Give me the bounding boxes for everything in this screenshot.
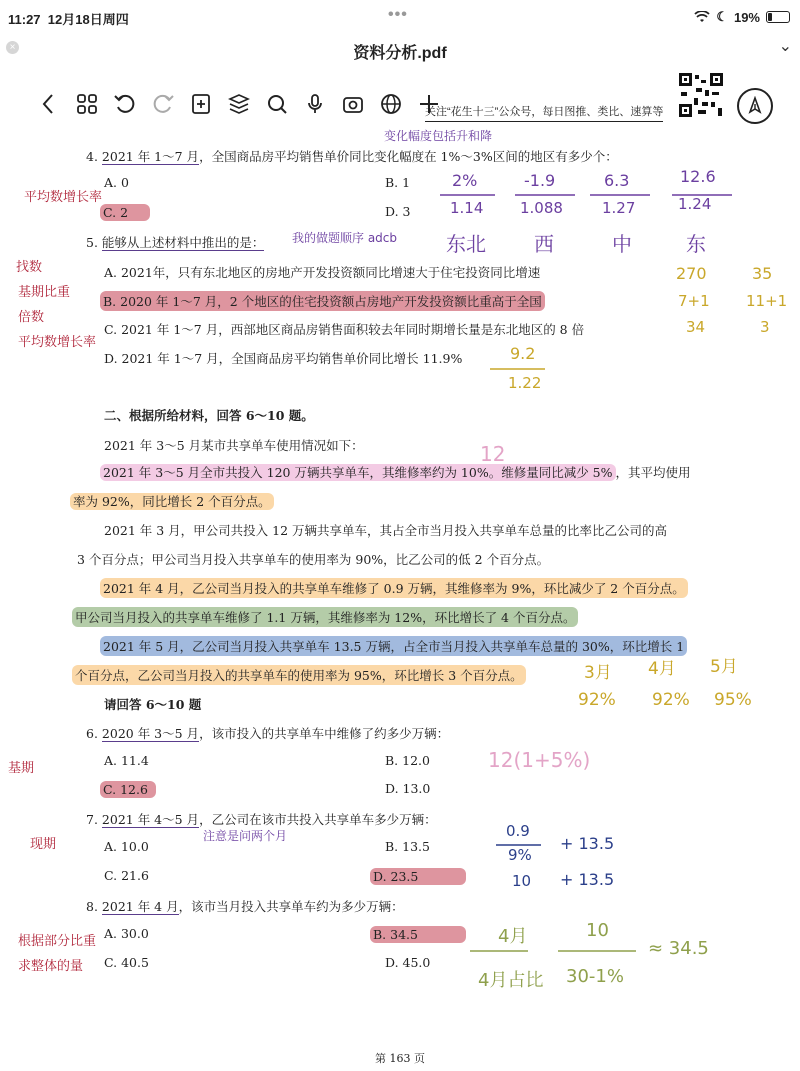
frac-2-den: 1.088 <box>520 199 563 217</box>
region-northeast: 东北 <box>446 232 486 256</box>
note-twelve: 12 <box>480 442 506 466</box>
q8-option-c[interactable]: C. 40.5 <box>104 955 149 970</box>
paragraph-3-line-1: 2021 年 4 月，乙公司当月投入的共享单车维修了 0.9 万辆，其维修率为 9%，环比减少了 2 个百分点。 <box>100 578 688 598</box>
q7-calc-line <box>496 842 546 848</box>
paragraph-3-line-2: 甲公司当月投入的共享单车维修了 1.1 万辆，其维修率为 12%，环比增长了 4 个百分点。 <box>72 607 578 627</box>
note-partial-ratio: 根据部分比重 <box>18 934 97 949</box>
q8-calc-num: 10 <box>586 920 609 941</box>
q5-frac-b-den: 11+1 <box>746 292 788 310</box>
paragraph-1-line-1: 2021 年 3～5 月全市共投入 120 万辆共享单车，其维修率约为 10%。维修量同比减少 5% ，其平均使用 <box>100 463 691 481</box>
q5-frac-line <box>490 366 550 372</box>
q6-option-a[interactable]: A. 11.4 <box>104 753 149 768</box>
note-april-rate: 92% <box>652 690 690 710</box>
q8-calc-line <box>470 948 640 954</box>
section-heading: 二、根据所给材料，回答 6～10 题。 <box>104 408 314 423</box>
note-april: 4月 <box>648 659 676 679</box>
close-icon[interactable]: × <box>6 41 19 54</box>
q5-frac-a-result: 34 <box>686 318 706 336</box>
note-find-number: 找数 <box>16 260 43 275</box>
q8-option-d[interactable]: D. 45.0 <box>385 955 431 970</box>
q7-calc-num: 0.9 <box>506 822 530 840</box>
q7-option-d[interactable]: D. 23.5 <box>370 868 466 885</box>
question-8: 8. 2021 年 4 月，该市当月投入共享单车约为多少万辆： <box>86 899 404 914</box>
paragraph-2-line-1: 2021 年 3 月，甲公司共投入 12 万辆共享单车，其占全市当月投入共享单车总量的比率比乙公司的高 <box>104 523 668 538</box>
note-range-includes: 变化幅度包括升和降 <box>384 129 493 143</box>
region-central: 中 <box>612 232 632 256</box>
q5-frac-a-den: 7+1 <box>678 292 710 310</box>
note-base-ratio: 基期比重 <box>18 285 71 300</box>
paragraph-4-line-1: 2021 年 5 月，乙公司当月投入共享单车 13.5 万辆，占全市当月投入共享单车总量的 30%，环比增长 1 <box>100 636 687 656</box>
frac-1-num: 2% <box>452 171 478 190</box>
q4-option-a[interactable]: A. 0 <box>104 175 129 190</box>
material-intro: 2021 年 3～5 月某市共享单车使用情况如下： <box>104 438 364 453</box>
multitask-dots[interactable]: ••• <box>388 6 408 23</box>
q7-option-c[interactable]: C. 21.6 <box>104 868 149 883</box>
q8-calc-result: ≈ 34.5 <box>648 938 709 959</box>
note-multiple: 倍数 <box>18 310 45 325</box>
note-avg-growth-2: 平均数增长率 <box>18 335 97 350</box>
q7-calc-plus-1: + 13.5 <box>560 834 615 853</box>
q5-frac-a-num: 270 <box>676 264 707 283</box>
q4-option-d[interactable]: D. 3 <box>385 204 411 219</box>
note-march: 3月 <box>584 663 612 683</box>
status-time: 11:27 12月18日周四 <box>8 12 129 27</box>
q8-option-b[interactable]: B. 34.5 <box>370 926 466 943</box>
question-4: 4. 2021 年 1～7 月，全国商品房平均销售单价同比变化幅度在 1%～3%区间的地区有多少个： <box>86 149 618 164</box>
frac-4-den: 1.24 <box>678 195 712 213</box>
q7-calc-result: 10 <box>512 872 532 890</box>
promo-banner: 关注“花生十三”公众号，每日图推、类比、速算等 <box>425 103 663 122</box>
document-title: 资料分析.pdf <box>353 45 447 62</box>
q5-frac-c-den: 1.22 <box>508 374 542 392</box>
q7-calc-plus-2: + 13.5 <box>560 870 615 889</box>
note-two-months: 注意是问两个月 <box>203 829 288 843</box>
note-march-rate: 92% <box>578 690 616 710</box>
frac-2-num: -1.9 <box>524 171 556 190</box>
q4-option-b[interactable]: B. 1 <box>385 175 411 190</box>
q5-option-a[interactable]: A. 2021年，只有东北地区的房地产开发投资额同比增速大于住宅投资同比增速 <box>104 265 541 280</box>
question-6: 6. 2020 年 3～5 月，该市投入的共享单车中维修了约多少万辆： <box>86 726 450 741</box>
q8-calc-april-share: 4月占比 <box>478 970 544 991</box>
frac-lines <box>440 192 740 198</box>
paragraph-4-line-2: 个百分点，乙公司当月投入的共享单车的使用率为 95%，环比增长 3 个百分点。 <box>72 665 526 685</box>
q4-option-c[interactable]: C. 2 <box>100 204 150 221</box>
q5-option-b[interactable]: B. 2020 年 1～7 月，2 个地区的住宅投资额占房地产开发投资额比重高于全国 <box>100 291 545 311</box>
q7-calc-den: 9% <box>508 846 532 864</box>
note-current-period: 现期 <box>30 837 57 852</box>
note-total-amount: 求整体的量 <box>18 959 84 974</box>
page-number: 第 163 页 <box>375 1052 425 1065</box>
answer-prompt: 请回答 6～10 题 <box>104 697 202 712</box>
note-avg-growth: 平均数增长率 <box>24 190 103 205</box>
q5-frac-b-num: 35 <box>752 264 773 283</box>
moon-icon: ☾ <box>716 9 728 24</box>
q8-calc-den: 30-1% <box>566 966 624 987</box>
frac-3-num: 6.3 <box>604 171 630 190</box>
note-may-rate: 95% <box>714 690 752 710</box>
q6-option-b[interactable]: B. 12.0 <box>385 753 430 768</box>
q5-frac-c-num: 9.2 <box>510 344 536 363</box>
q7-option-a[interactable]: A. 10.0 <box>104 839 149 854</box>
question-5: 5. 能够从上述材料中推出的是： <box>86 235 265 250</box>
paragraph-1-line-2: 率为 92%，同比增长 2 个百分点。 <box>70 492 274 510</box>
battery-percent: 19% <box>733 9 760 25</box>
frac-1-den: 1.14 <box>450 199 484 217</box>
q6-calc-note: 12(1+5%) <box>488 748 591 772</box>
region-east: 东 <box>686 232 706 256</box>
q6-option-c[interactable]: C. 12.6 <box>100 781 156 798</box>
region-west: 西 <box>534 232 554 256</box>
q5-option-c[interactable]: C. 2021 年 1～7 月，西部地区商品房销售面积较去年同时期增长量是东北地区的 8 倍 <box>104 322 585 337</box>
note-answer-order: 我的做题顺序 adcb <box>292 231 398 245</box>
q5-frac-b-result: 3 <box>760 318 770 336</box>
frac-3-den: 1.27 <box>602 199 636 217</box>
chevron-down-icon[interactable]: ⌄ <box>778 38 792 55</box>
frac-4-num: 12.6 <box>680 167 716 186</box>
paragraph-2-line-2: 3 个百分点；甲公司当月投入共享单车的使用率为 90%，比乙公司的低 2 个百分点。 <box>77 552 550 567</box>
note-base-period: 基期 <box>8 761 35 776</box>
note-may: 5月 <box>710 657 738 677</box>
question-7: 7. 2021 年 4～5 月，乙公司在该市共投入共享单车多少万辆： <box>86 812 437 827</box>
q8-calc-april: 4月 <box>498 926 528 947</box>
q7-option-b[interactable]: B. 13.5 <box>385 839 430 854</box>
q8-option-a[interactable]: A. 30.0 <box>104 926 149 941</box>
q6-option-d[interactable]: D. 13.0 <box>385 781 431 796</box>
q5-option-d[interactable]: D. 2021 年 1～7 月，全国商品房平均销售单价同比增长 11.9% <box>104 351 463 366</box>
